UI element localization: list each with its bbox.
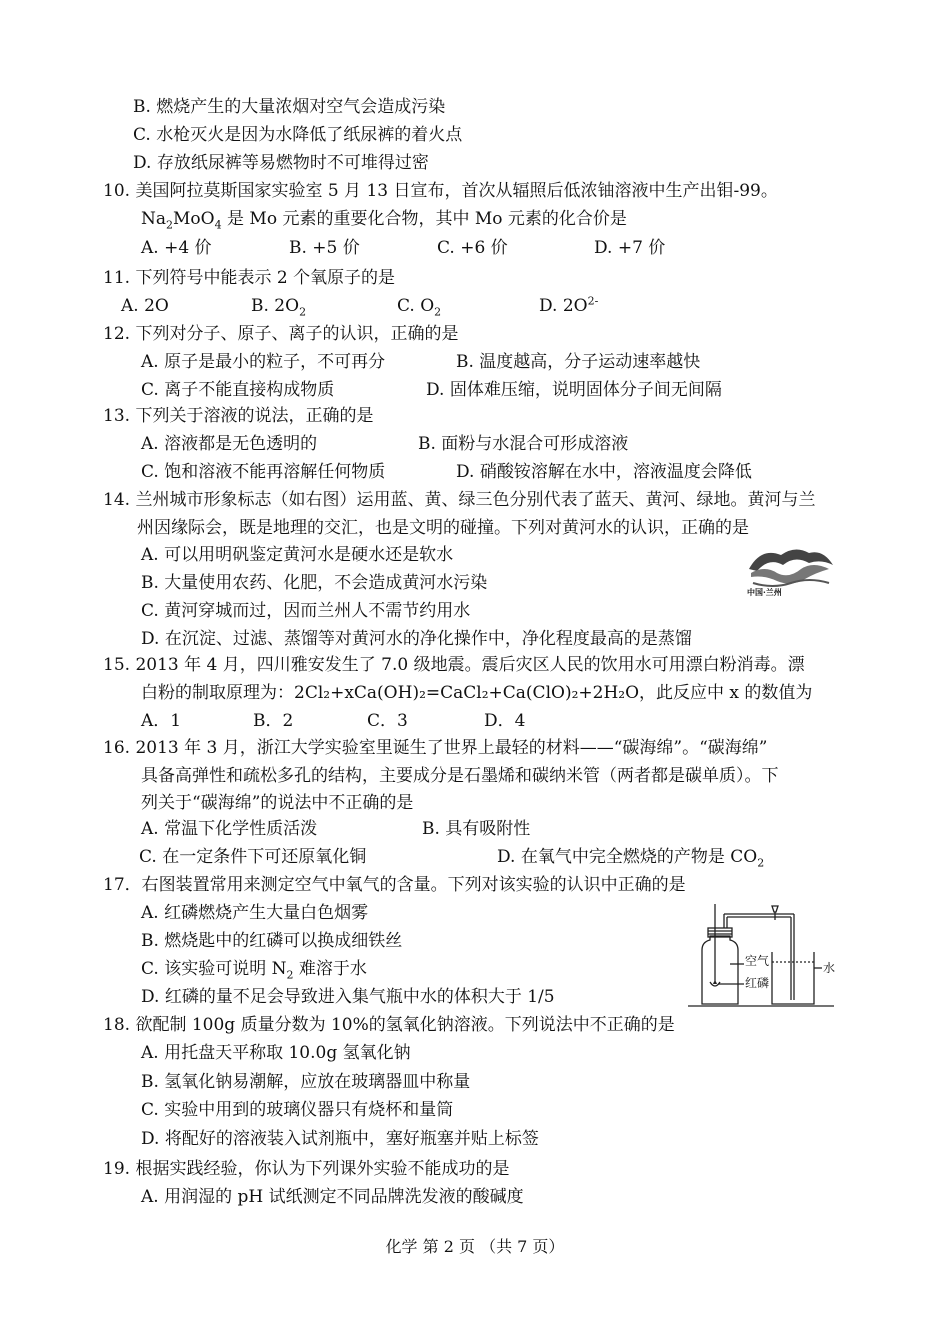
apparatus-label-air: 空气 — [745, 954, 770, 968]
q19-stem: 19. 根据实践经验，你认为下列课外实验不能成功的是 — [103, 1159, 510, 1179]
q18-option-d: D. 将配好的溶液装入试剂瓶中，塞好瓶塞并贴上标签 — [141, 1129, 539, 1149]
q15-stem-line2: 白粉的制取原理为：2Cl₂+xCa(OH)₂=CaCl₂+Ca(ClO)₂+2H₂O，此反应中 x 的数值为 — [141, 683, 813, 703]
q17-option-b: B. 燃烧匙中的红磷可以换成细铁丝 — [141, 931, 403, 951]
q16-stem-line2: 具备高弹性和疏松多孔的结构，主要成分是石墨烯和碳纳米管（两者都是碳单质）。下 — [141, 766, 779, 786]
q10-option-b: B. +5 价 — [289, 238, 360, 258]
q18-option-a: A. 用托盘天平称取 10.0g 氢氧化钠 — [141, 1043, 411, 1063]
q14-stem-line1: 14. 兰州城市形象标志（如右图）运用蓝、黄、绿三色分别代表了蓝天、黄河、绿地。黄河与兰 — [103, 490, 816, 510]
q14-stem-line2: 州因缘际会，既是地理的交汇，也是文明的碰撞。下列对黄河水的认识，正确的是 — [137, 518, 749, 538]
q12-option-d: D. 固体难压缩，说明固体分子间无间隔 — [426, 380, 722, 400]
q16-option-d: D. 在氧气中完全燃烧的产物是 $CO_2$ — [497, 847, 765, 870]
q10-option-c: C. +6 价 — [437, 238, 508, 258]
q17-option-d: D. 红磷的量不足会导致进入集气瓶中水的体积大于 1/5 — [141, 987, 555, 1007]
q15-stem-line1: 15. 2013 年 4 月，四川雅安发生了 7.0 级地震。震后灾区人民的饮用水可用漂白粉消毒。漂 — [103, 655, 805, 675]
q15-option-d: D．4 — [484, 711, 526, 731]
q14-option-d: D. 在沉淀、过滤、蒸馏等对黄河水的净化操作中，净化程度最高的是蒸馏 — [141, 629, 692, 649]
q15-option-c: C．3 — [367, 711, 408, 731]
q13-option-c: C. 饱和溶液不能再溶解任何物质 — [141, 462, 386, 482]
q10-option-d: D. +7 价 — [594, 238, 666, 258]
q16-stem-line1: 16. 2013 年 3 月，浙江大学实验室里诞生了世界上最轻的材料——“碳海绵”。“碳海绵” — [103, 738, 768, 758]
q11-option-a: A. 2O — [121, 296, 169, 316]
q14-option-c: C. 黄河穿城而过，因而兰州人不需节约用水 — [141, 601, 471, 621]
q11-stem: 11. 下列符号中能表示 2 个氧原子的是 — [103, 268, 396, 288]
q17-option-a: A. 红磷燃烧产生大量白色烟雾 — [141, 903, 369, 923]
q14-option-a: A. 可以用明矾鉴定黄河水是硬水还是软水 — [141, 545, 454, 565]
lanzhou-logo-figure — [743, 543, 837, 607]
q11-option-c: C. $O_2$ — [397, 296, 442, 319]
apparatus-label-phosphorus: 红磷 — [745, 976, 770, 990]
q18-option-b: B. 氢氧化钠易潮解，应放在玻璃器皿中称量 — [141, 1072, 471, 1092]
q11-option-b: B. $2O_2$ — [251, 296, 307, 319]
q10-formula: $Na_2MoO_4$ — [141, 209, 222, 232]
q15-option-b: B．2 — [253, 711, 294, 731]
q15-equation: 2Cl₂+xCa(OH)₂=CaCl₂+Ca(ClO)₂+2H₂O — [294, 683, 640, 703]
oxygen-apparatus-figure — [688, 902, 838, 1010]
q17-stem: 17．右图装置常用来测定空气中氧气的含量。下列对该实验的认识中正确的是 — [103, 875, 686, 895]
q13-option-d: D. 硝酸铵溶解在水中，溶液温度会降低 — [456, 462, 752, 482]
q9-option-c: C. 水枪灭火是因为水降低了纸尿裤的着火点 — [133, 125, 463, 145]
q13-option-b: B. 面粉与水混合可形成溶液 — [418, 434, 629, 454]
q18-stem: 18. 欲配制 100g 质量分数为 10%的氢氧化钠溶液。下列说法中不正确的是 — [103, 1015, 675, 1035]
q18-option-c: C. 实验中用到的玻璃仪器只有烧杯和量筒 — [141, 1100, 454, 1120]
q12-option-a: A. 原子是最小的粒子，不可再分 — [141, 352, 386, 372]
lanzhou-logo-icon — [743, 543, 837, 607]
lanzhou-logo-text: 中国·兰州 — [747, 587, 782, 597]
q10-stem-line2: $Na_2MoO_4$ 是 Mo 元素的重要化合物，其中 Mo 元素的化合价是 — [141, 209, 627, 232]
q9-option-d: D. 存放纸尿裤等易燃物时不可堆得过密 — [133, 153, 429, 173]
q16-option-c: C. 在一定条件下可还原氧化铜 — [139, 847, 367, 867]
q12-option-b: B. 温度越高，分子运动速率越快 — [456, 352, 701, 372]
q19-option-a: A. 用润湿的 pH 试纸测定不同品牌洗发液的酸碱度 — [141, 1187, 524, 1207]
q16-option-a: A. 常温下化学性质活泼 — [141, 819, 318, 839]
q13-stem: 13. 下列关于溶液的说法，正确的是 — [103, 406, 374, 426]
q11-option-d: D. $2O^{2-}$ — [539, 294, 599, 316]
q15-option-a: A．1 — [141, 711, 182, 731]
q17-option-c: C. 该实验可说明 $N_2$ 难溶于水 — [141, 959, 367, 982]
page-footer: 化学 第 2 页 （共 7 页） — [385, 1237, 565, 1256]
q16-option-b: B. 具有吸附性 — [422, 819, 531, 839]
q10-stem-line1: 10. 美国阿拉莫斯国家实验室 5 月 13 日宣布，首次从辐照后低浓铀溶液中生产出钼-99。 — [103, 181, 778, 201]
apparatus-label-water: 水 — [823, 961, 836, 975]
q14-option-b: B. 大量使用农药、化肥，不会造成黄河水污染 — [141, 573, 488, 593]
q9-option-b: B. 燃烧产生的大量浓烟对空气会造成污染 — [133, 97, 446, 117]
q13-option-a: A. 溶液都是无色透明的 — [141, 434, 318, 454]
q16-stem-line3: 列关于“碳海绵”的说法中不正确的是 — [141, 793, 414, 813]
q12-stem: 12. 下列对分子、原子、离子的认识，正确的是 — [103, 324, 459, 344]
q10-option-a: A. +4 价 — [141, 238, 212, 258]
q12-option-c: C. 离子不能直接构成物质 — [141, 380, 335, 400]
